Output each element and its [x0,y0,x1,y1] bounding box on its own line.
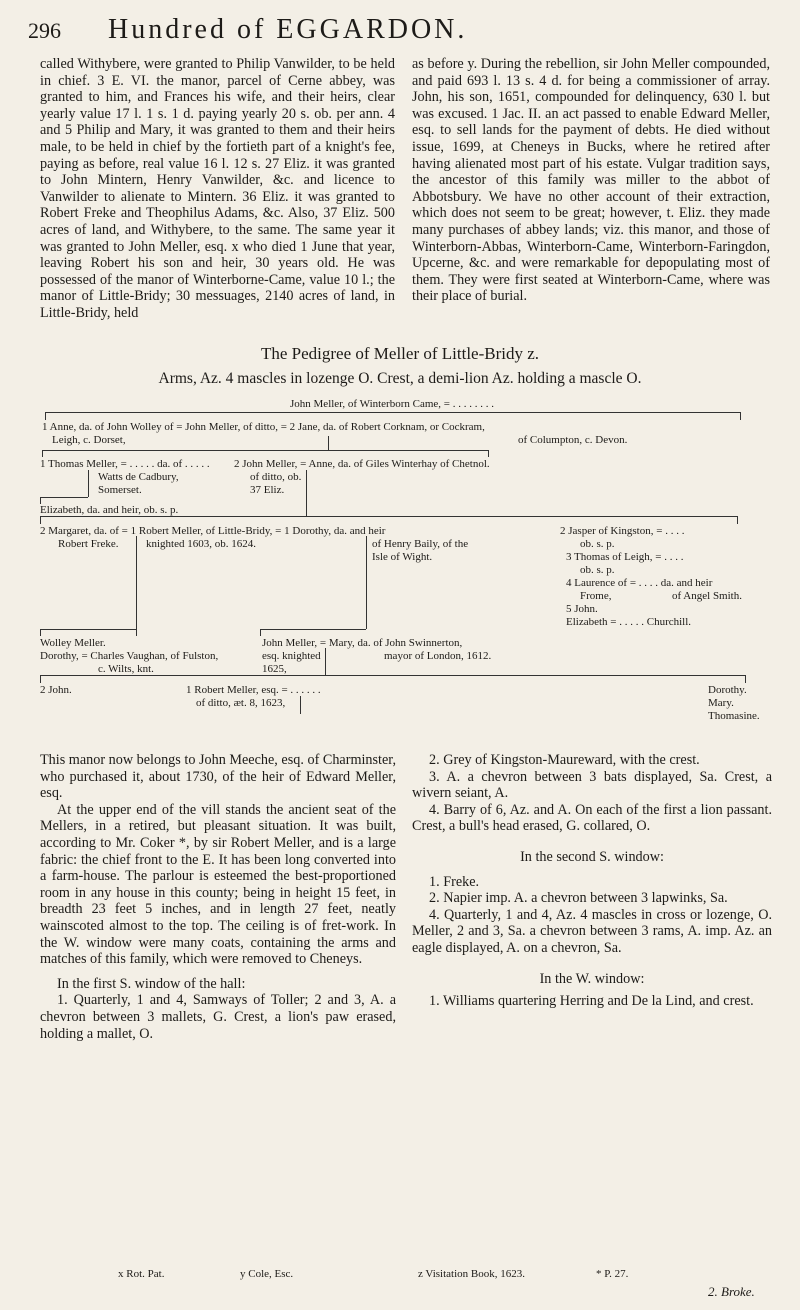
ped-g4b: Robert Freke. [58,538,119,550]
window-item: 4. Barry of 6, Az. and A. On each of the first a lion passant. Crest, a bull's head erased, G. collared, O. [412,801,772,835]
ped-g5c: c. Wilts, knt. [98,663,154,675]
ped-g6a: 2 John. [40,684,72,696]
ped-g5a: Wolley Meller. [40,637,106,649]
hall-window-item: 1. Quarterly, 1 and 4, Samways of Toller; 2 and 3, A. a chevron between 3 mallets, G. Crest, a lion's paw erased, holding a mallet, O. [40,992,396,1042]
window-item: 3. A. a chevron between 3 bats displayed, Sa. Crest, a wivern seiant, A. [412,768,772,802]
paragraph: as before y. During the rebellion, sir John Meller compounded, and paid 693 l. 13 s. 4 d. for being a commissioner of array. John, his son, 1651, compounded for delinquency, 630 l. but was excused. 1 Jac. II. an act passed to enable Edward Meller, esq. to sell lands for the payment of debts. He died without issue, 1699, at Cheneys in Bucks, where he retired after having alienated most part of his estate. Vulgar tradition says, the ancestor of this family was miller to the abbot of Abbotsbury. We have no other account of their extraction, which does not seem to be great; however, t. Eliz. they made many purchases of abbey lands; viz. this manor, and those of Winterborn-Abbas, Winterborn-Came, Winterborn-Faringdon, Upcerne, &c. and were remarkable for depopulating most of them. They were first seated at Winterborn-Came, where was their place of burial. [412,56,770,305]
ped-g4m: 5 John. [566,603,598,615]
second-window-heading: In the second S. window: [520,848,664,865]
ped-g2c: of Columpton, c. Devon. [518,434,628,446]
ped-g6f: Thomasine. [708,710,760,722]
ped-g4j: 4 Laurence of = . . . . da. and heir [566,577,713,589]
ped-g3g: Elizabeth, da. and heir, ob. s. p. [40,504,179,516]
window-item: 1. Williams quartering Herring and De la Lind, and crest. [429,993,754,1010]
running-title: Hundred of EGGARDON. [108,14,468,45]
window-item: 2. Napier imp. A. a chevron between 3 lapwinks, Sa. [429,890,728,907]
paragraph: At the upper end of the vill stands the ancient seat of the Mellers, in a retired, but pleasant situation. It was built, according to Mr. Coker *, by sir Robert Meller, and is a large fabric: the chief front to the E. It has been long converted into a farm-house. The parlour is esteemed the best-proportioned room in any house in this county; being in height 15 feet, in breadth 23 feet 5 inches, and in length 27 feet, neatly wainscoted almost to the top. The ceiling is of fret-work. In the W. window were many coats, containing the arms and matches of this family, which were removed to Cheneys. [40,801,396,968]
lower-right-column [412,752,772,1010]
ped-g4g: ob. s. p. [580,538,615,550]
lower-left-column [40,752,396,1042]
window-item: 4. Quarterly, 1 and 4, Az. 4 mascles in cross or lozenge, O. Meller, 2 and 3, Sa. a chevron between 3 rams, A. imp. Az. an eagle displayed, A. on a chevron, Sa. [412,906,772,956]
pedigree-title: The Pedigree of Meller of Little-Bridy z. [260,344,540,363]
ped-g3a: 1 Thomas Meller, = . . . . . da. of . . . . . [40,458,210,470]
ped-g4h: 3 Thomas of Leigh, = . . . . [566,551,684,563]
window-item: 2. Grey of Kingston-Maureward, with the crest. [429,752,700,768]
ped-g4d: of Henry Baily, of the [372,538,469,550]
window-item: 1. Freke. [429,873,480,890]
ped-g6b: 1 Robert Meller, esq. = . . . . . . [186,684,321,696]
ped-g2a: 1 Anne, da. of John Wolley of = John Meller, of ditto, = 2 Jane, da. of Robert Corknam, or Cockram, [42,421,485,433]
w-window-heading: In the W. window: [539,970,645,987]
ped-g5d: John Meller, = Mary, da. of John Swinnerton, [262,637,463,649]
footnote-y: y Cole, Esc. [240,1268,294,1280]
ped-g5g: 1625, [262,663,287,675]
ped-g1: John Meller, of Winterborn Came, = . . . . . . . . [290,398,494,410]
paragraph: called Withybere, were granted to Philip Vanwilder, to be held in chief. 3 E. VI. the manor, parcel of Cerne abbey, was granted to him, and Frances his wife, and their heirs, clear yearly value 17 l. 1 s. 1 d. paying yearly 20 s. ob. per ann. 4 and 5 Philip and Mary, it was granted to them and their heirs male, to be held in chief by the fortieth part of a knight's fee, paying as before, real value 16 l. 12 s. 27 Eliz. it was granted to John Mintern, Henry Vanwilder, &c. and licence to Vanwilder to alienate to Mintern. 36 Eliz. it was granted to Robert Freke and Theophilus Adams, &c. Also, 37 Eliz. 500 acres of land, and Withybere, to the same. The same year it was granted to John Meller, esq. x who died 1 June that year, leaving Robert his son and heir, 30 years old. He was possessed of the manor of Winterborne-Came, value 10 l.; the manor of Little-Bridy; 30 messuages, 2140 acres of land, in Little-Bridy, held [40,56,395,321]
ped-g3d: 2 John Meller, = Anne, da. of Giles Winterhay of Chetnol. [234,458,490,470]
catchword: 2. Broke. [708,1284,755,1299]
hall-window-heading: In the first S. window of the hall: [57,975,246,992]
ped-g2b: Leigh, c. Dorset, [52,434,126,446]
ped-g4e: Isle of Wight. [372,551,433,563]
ped-g5b: Dorothy, = Charles Vaughan, of Fulston, [40,650,219,662]
page-number: 296 [28,18,61,43]
ped-g4l: of Angel Smith. [672,590,742,602]
ped-g6d: Dorothy. [708,684,747,696]
ped-g3c: Somerset. [98,484,142,496]
ped-g6c: of ditto, æt. 8, 1623, [196,697,286,709]
ped-g6e: Mary. [708,697,734,709]
ped-g4f: 2 Jasper of Kingston, = . . . . [560,525,685,537]
ped-g4n: Elizabeth = . . . . . Churchill. [566,616,692,628]
footnote-x: x Rot. Pat. [118,1268,165,1280]
footnote-star: * P. 27. [596,1268,629,1280]
paragraph: This manor now belongs to John Meeche, esq. of Charminster, who purchased it, about 1730, of the heir of Edward Meller, esq. [40,752,396,802]
ped-g4c: knighted 1603, ob. 1624. [146,538,256,550]
arms-description: Arms, Az. 4 mascles in lozenge O. Crest, a demi-lion Az. holding a mascle O. [158,370,642,387]
ped-g5f: mayor of London, 1612. [384,650,492,662]
ped-g3e: of ditto, ob. [250,471,302,483]
ped-g3b: Watts de Cadbury, [98,471,179,483]
ped-g4a: 2 Margaret, da. of = 1 Robert Meller, of Little-Bridy, = 1 Dorothy, da. and heir [40,525,386,537]
ped-g4k: Frome, [580,590,612,602]
ped-g4i: ob. s. p. [580,564,615,576]
ped-g3f: 37 Eliz. [250,484,285,496]
footnote-z: z Visitation Book, 1623. [418,1268,525,1280]
ped-g5e: esq. knighted [262,650,321,662]
